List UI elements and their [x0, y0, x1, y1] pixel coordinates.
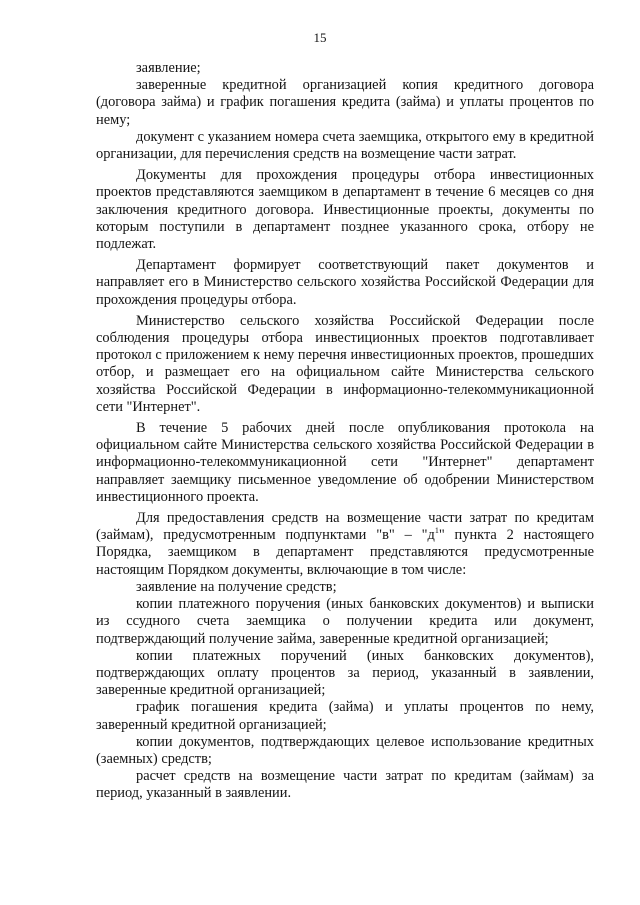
paragraph: заверенные кредитной организацией копия кредитного договора (договора займа) и график погашения кредита (займа) и уплаты процентов по нему;: [96, 77, 594, 128]
document-body: [96, 60, 594, 803]
paragraph-with-reference: [96, 510, 594, 579]
list-paragraph: копии платежного поручения (иных банковских документов) и выписки из ссудного счета заемщика о получении кредита или документ, подтверждающий получение займа, заверенные кредитной организацией;: [96, 596, 594, 647]
paragraph: В течение 5 рабочих дней после опубликования протокола на официальном сайте Министерства сельского хозяйства Российской Федерации в информационно-телекоммуникационной сети "Интернет" департамент направляет заемщику письменное уведомление об одобрении Министерством инвестиционного проекта.: [96, 420, 594, 505]
paragraph: Министерство сельского хозяйства Российской Федерации после соблюдения процедуры отбора инвестиционных проектов подготавливает протокол с приложением к нему перечня инвестиционных проектов, прошедших отбор, и размещает его на официальном сайте Министерства сельского хозяйства Российской Федерации в информационно-телекоммуникационной сети "Интернет".: [96, 312, 594, 415]
paragraph: заявление;: [136, 60, 201, 76]
list-paragraph: копии документов, подтверждающих целевое использование кредитных (заемных) средств;: [96, 733, 594, 767]
list-paragraph: копии платежных поручений (иных банковских документов), подтверждающих оплату процентов за период, указанный в заявлении, заверенные кредитной организацией;: [96, 647, 594, 699]
paragraph: Документы для прохождения процедуры отбора инвестиционных проектов представляются заемщиком в департамент в течение 6 месяцев со дня заключения кредитного договора. Инвестиционные проекты, документы по которым поступили в департамент позднее указанного срока, отбору не подлежат.: [96, 167, 594, 253]
paragraph-text-end: " пункта 2 настоящего Порядка, заемщиком в департамент представляются предусмотренные настоящим Порядком документы, включающие в том числе:: [96, 527, 595, 578]
superscript-index: 1: [434, 526, 439, 536]
paragraph: документ с указанием номера счета заемщика, открытого ему в кредитной организации, для перечисления средств на возмещение части затрат.: [96, 128, 594, 163]
list-paragraph: расчет средств на возмещение части затрат по кредитам (займам) за период, указанный в заявлении.: [96, 768, 594, 802]
paragraph: Департамент формирует соответствующий пакет документов и направляет его в Министерство сельского хозяйства Российской Федерации для прохождения процедуры отбора.: [96, 257, 594, 308]
list-paragraph: заявление на получение средств;: [136, 578, 337, 595]
page-number: 15: [313, 30, 327, 45]
paragraph-text-start: Для предоставления средств на возмещение части затрат по кредитам (займам), предусмотренным подпунктами "в" – "д: [96, 510, 594, 544]
list-paragraph: график погашения кредита (займа) и уплаты процентов по нему, заверенный кредитной организацией;: [96, 699, 594, 733]
